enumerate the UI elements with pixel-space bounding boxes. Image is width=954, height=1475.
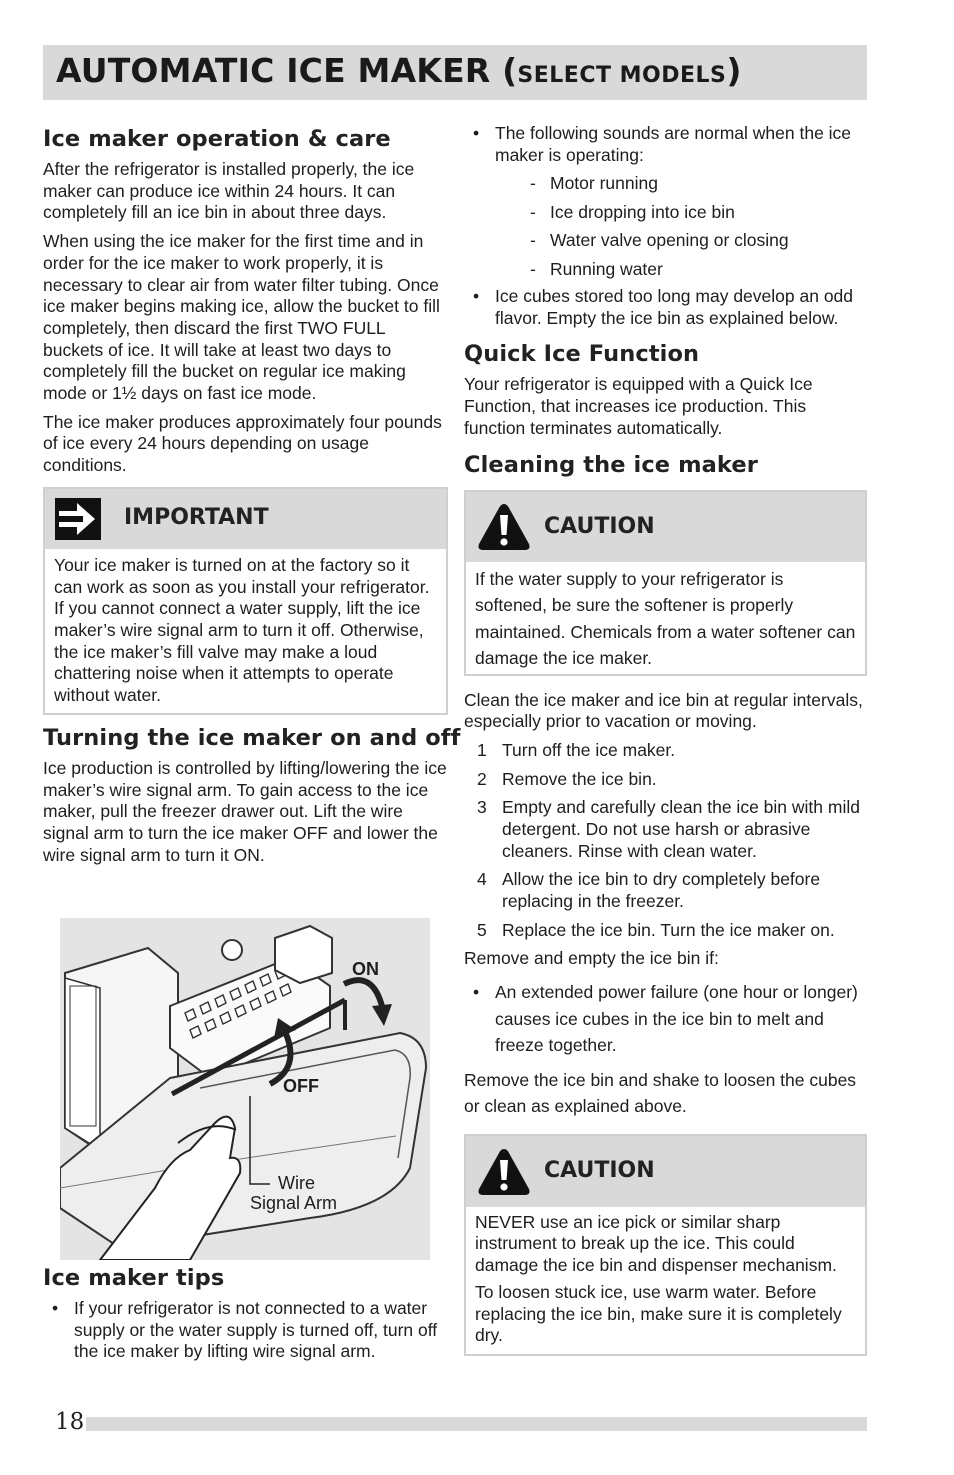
cleaning-heading: Cleaning the ice maker xyxy=(464,451,758,478)
title-main: AUTOMATIC ICE MAKER ( xyxy=(56,51,518,90)
title-bar xyxy=(43,45,867,100)
caution-label-2: CAUTION xyxy=(544,1157,655,1183)
caution-body-2b: To loosen stuck ice, use warm water. Before replacing the ice bin, make sure it is completely dry. xyxy=(475,1281,842,1346)
step-text: Empty and carefully clean the ice bin with mild detergent. Do not use harsh or abrasive cleaners. Rinse with clean water. xyxy=(502,797,860,861)
step-number: 2 xyxy=(477,768,487,789)
ice-maker-illustration xyxy=(60,918,430,1260)
caution-header-1 xyxy=(466,492,865,562)
step-number: 3 xyxy=(477,797,487,818)
step-text: Remove the ice bin. xyxy=(502,768,657,789)
operation-paragraph-2: When using the ice maker for the first time and in order for the ice maker to work properly, it is necessary to clear air from water filter tubing. Once ice maker begins making ice, allow the bucket to fill completely, then discard the first TWO FULL buckets of ice. It will take at least two days to completely fill the bucket on regular ice making mode or 1½ days on fast ice mode. xyxy=(43,231,440,404)
cleaning-step xyxy=(464,769,867,791)
sounds-list xyxy=(464,123,867,166)
step-text: Allow the ice bin to dry completely before replacing in the freezer. xyxy=(502,869,821,912)
tips-heading: Ice maker tips xyxy=(43,1265,225,1291)
sound-item: - Water valve opening or closing xyxy=(464,226,867,254)
page-number: 18 xyxy=(55,1409,85,1435)
cleaning-intro: Clean the ice maker and ice bin at regular intervals, especially prior to vacation or moving. xyxy=(464,689,863,732)
tips-list xyxy=(43,1298,448,1363)
remove-if-text: Remove and empty the ice bin if: xyxy=(464,947,719,968)
sound-item: - Ice dropping into ice bin xyxy=(464,198,867,226)
sound-item: - Running water xyxy=(464,255,867,283)
title-end: ) xyxy=(726,51,742,90)
sounds-items xyxy=(464,169,867,283)
step-text: Replace the ice bin. Turn the ice maker on. xyxy=(502,919,835,940)
cleaning-step xyxy=(464,797,867,862)
important-box xyxy=(43,487,448,715)
warning-icon xyxy=(477,1147,531,1197)
tips-item-1: • If your refrigerator is not connected to a water supply or the water supply is turned off, turn off the ice maker by lifting wire signal arm. xyxy=(43,1298,448,1363)
odd-flavor-item: • Ice cubes stored too long may develop an odd flavor. Empty the ice bin as explained below. xyxy=(464,286,867,329)
on-label: ON xyxy=(352,959,379,979)
cleaning-step xyxy=(464,920,867,942)
shake-text: Remove the ice bin and shake to loosen the cubes or clean as explained above. xyxy=(464,1069,857,1117)
important-header xyxy=(45,489,446,549)
caution-box-2 xyxy=(464,1134,867,1356)
footer-bar xyxy=(86,1417,867,1431)
signal-arm-label: Signal Arm xyxy=(250,1193,338,1213)
step-text: Turn off the ice maker. xyxy=(502,739,676,760)
wire-label: Wire xyxy=(278,1173,315,1193)
warning-icon xyxy=(477,502,531,552)
quick-ice-paragraph: Your refrigerator is equipped with a Quick Ice Function, that increases ice production. This function terminates automatically. xyxy=(464,374,813,438)
left-column xyxy=(43,123,461,866)
quick-ice-heading: Quick Ice Function xyxy=(464,341,700,368)
sound-item: - Motor running xyxy=(464,169,867,197)
right-column xyxy=(464,123,867,1356)
tips-section xyxy=(43,1265,448,1363)
odd-flavor-list xyxy=(464,286,867,329)
important-body: Your ice maker is turned on at the factory so it can work as soon as you install your refrigerator. If you cannot connect a water supply, lift the ice maker’s wire signal arm to turn it off. Otherwise, the ice maker’s fill valve may make a loud chattering noise when it attempts to operate without water. xyxy=(54,554,430,706)
operation-paragraph-1: After the refrigerator is installed properly, the ice maker can produce ice within 24 hours. It can completely fill an ice bin in about three days. xyxy=(43,159,415,223)
operation-paragraph-3: The ice maker produces approximately four pounds of ice every 24 hours depending on usage conditions. xyxy=(43,411,442,476)
caution-header-2 xyxy=(466,1136,865,1207)
page-title xyxy=(56,51,742,90)
caution-label-1: CAUTION xyxy=(544,513,655,539)
remove-if-item: • An extended power failure (one hour or longer) causes ice cubes in the ice bin to melt and freeze together. xyxy=(464,979,867,1059)
caution-box-1 xyxy=(464,490,867,676)
cleaning-step xyxy=(464,869,867,912)
operation-heading: Ice maker operation & care xyxy=(43,126,391,152)
caution-body-1: If the water supply to your refrigerator is softened, be sure the softener is properly maintained. Chemicals from a water softener can damage the ice maker. xyxy=(475,568,856,669)
arrow-right-icon xyxy=(55,498,101,540)
turning-paragraph: Ice production is controlled by lifting/lowering the ice maker’s wire signal arm. To gain access to the ice maker, pull the freezer drawer out. Lift the wire signal arm to turn the ice maker OFF and lower the wire signal arm to turn it ON. xyxy=(43,757,447,865)
step-number: 1 xyxy=(477,739,487,760)
cleaning-steps xyxy=(464,740,867,942)
step-number: 5 xyxy=(477,919,487,940)
important-label: IMPORTANT xyxy=(124,504,269,530)
step-number: 4 xyxy=(477,869,487,890)
sounds-intro: • The following sounds are normal when the ice maker is operating: xyxy=(464,123,867,166)
off-label: OFF xyxy=(283,1076,319,1096)
caution-body-2a: NEVER use an ice pick or similar sharp instrument to break up the ice. This could damage the ice bin and dispenser mechanism. xyxy=(475,1211,837,1276)
turning-heading: Turning the ice maker on and off xyxy=(43,724,461,751)
cleaning-step xyxy=(464,740,867,762)
title-small-caps: SELECT MODELS xyxy=(517,63,727,88)
remove-if-list xyxy=(464,979,867,1059)
